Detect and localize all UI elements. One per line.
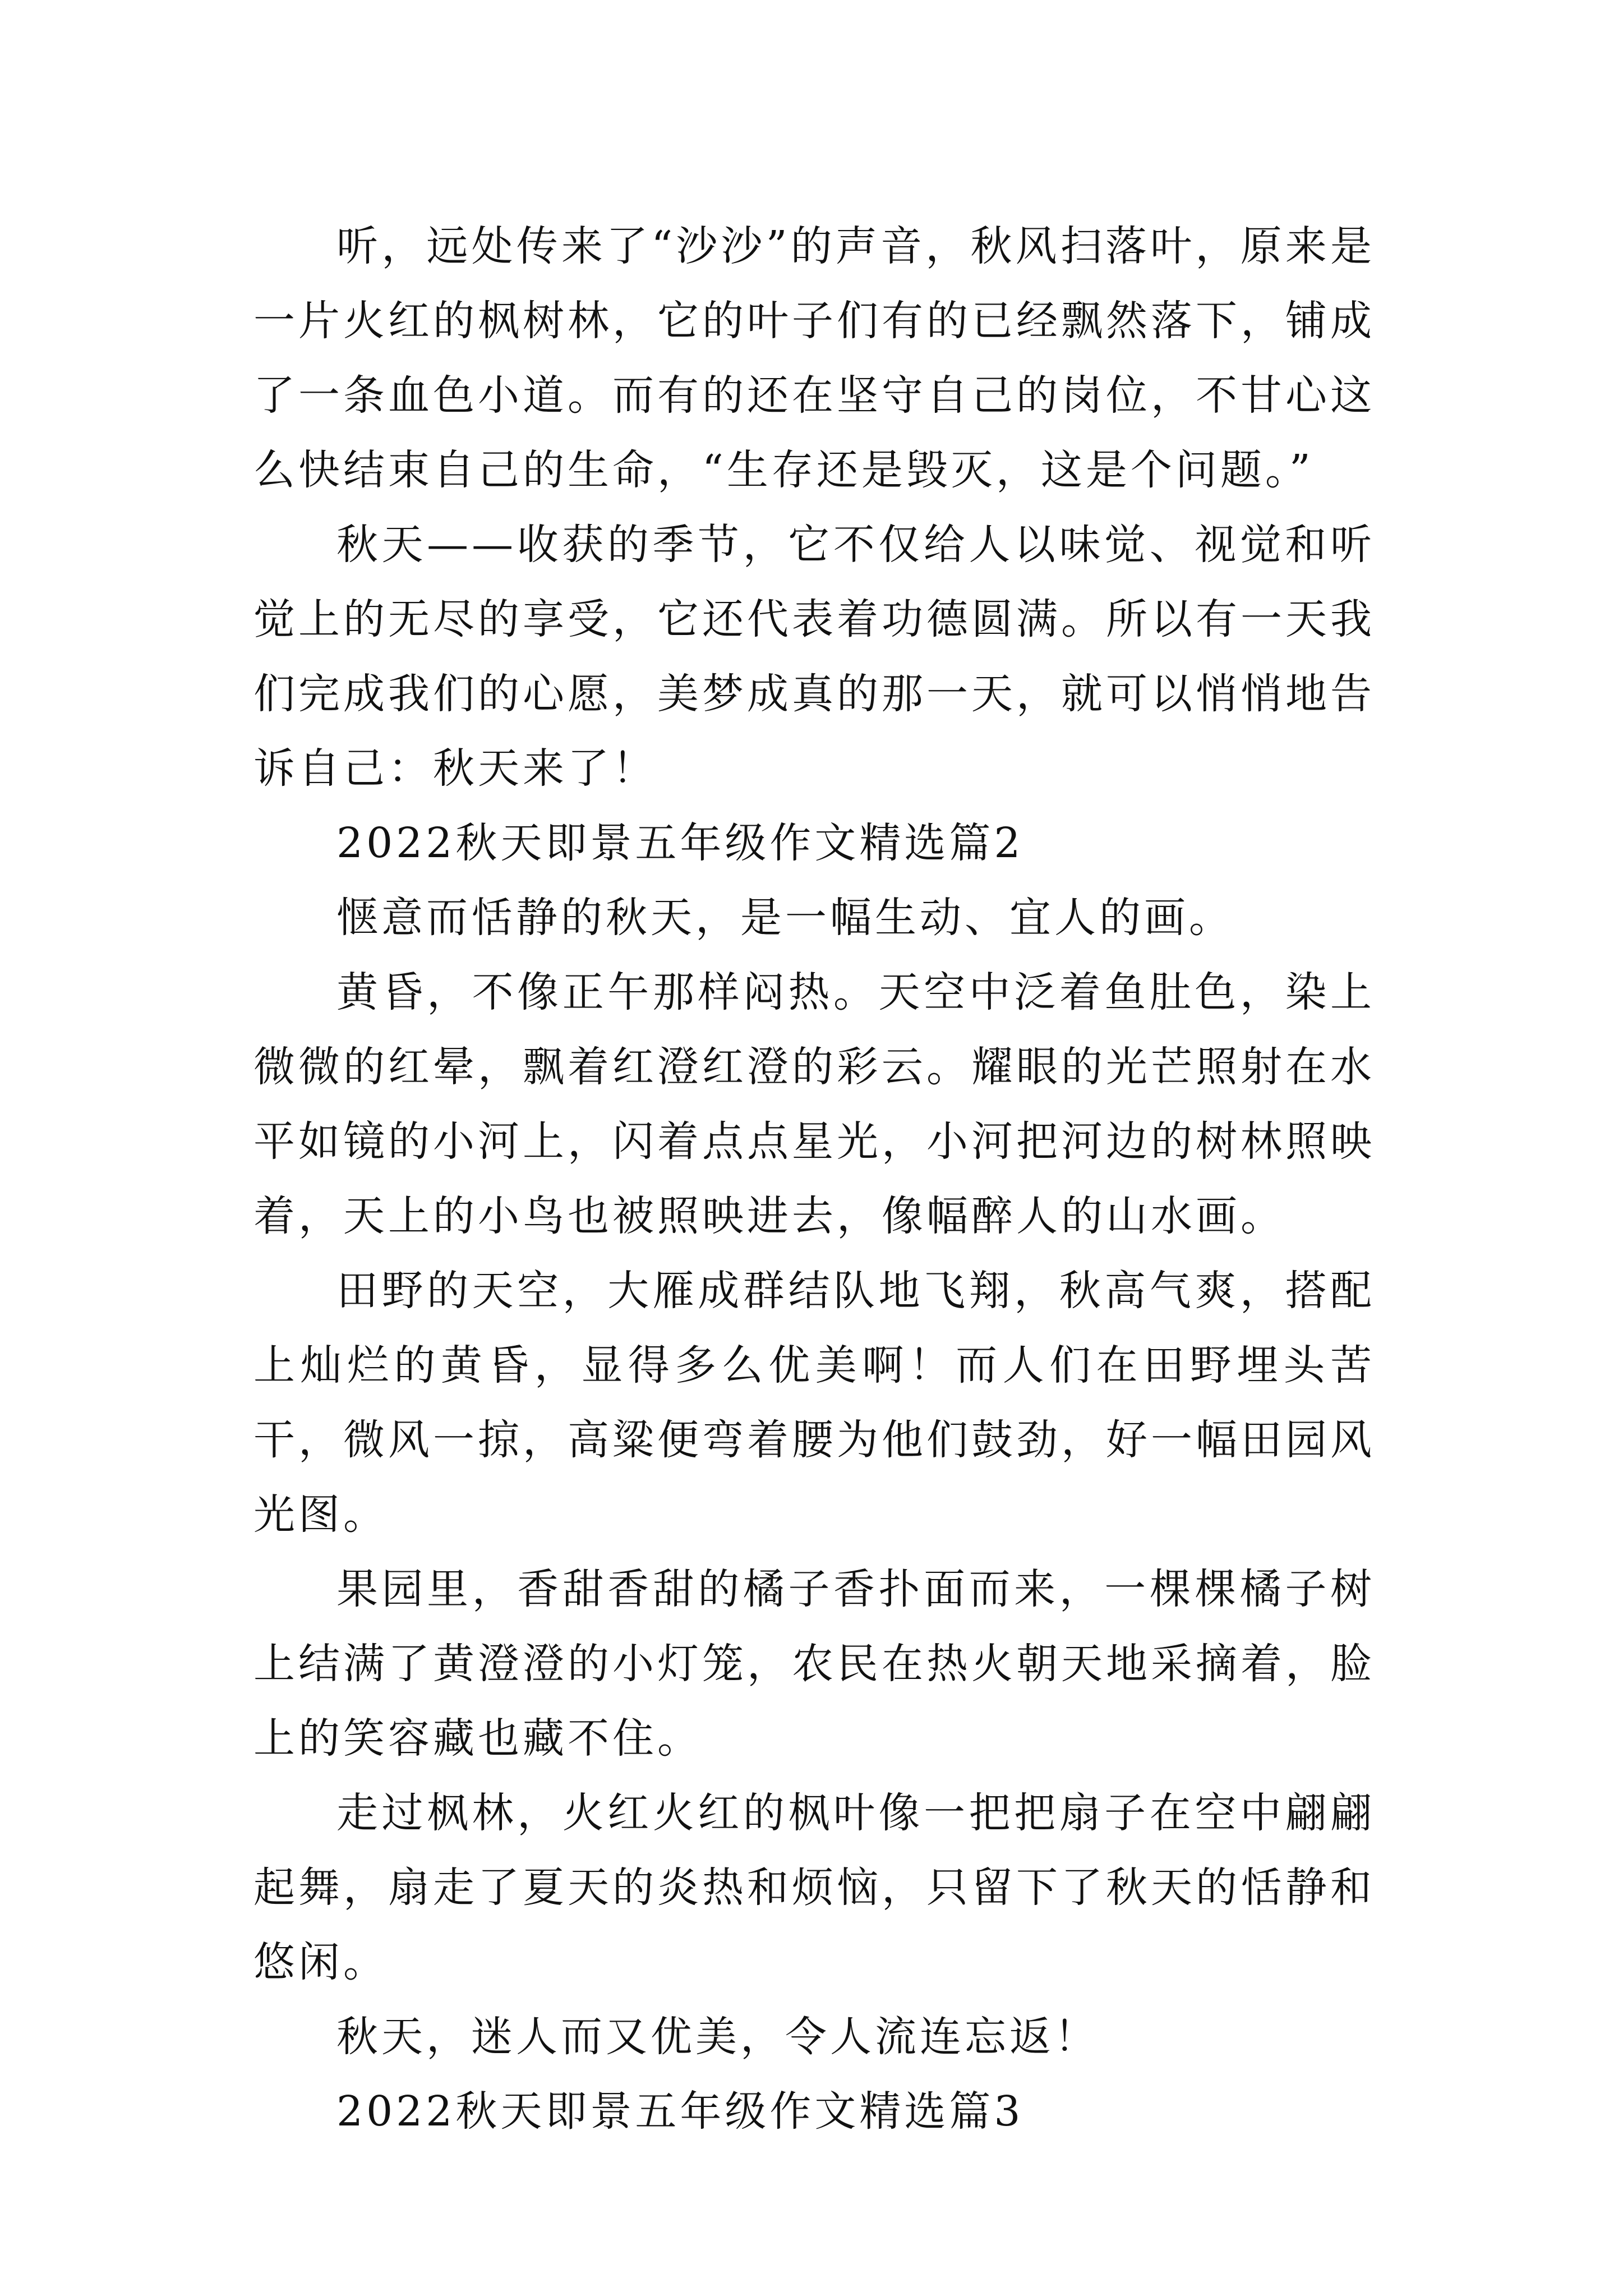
paragraph-harvest-season: 秋天——收获的季节，它不仅给人以味觉、视觉和听觉上的无尽的享受，它还代表着功德圆满。所以有一天我们完成我们的心愿，美梦成真的那一天，就可以悄悄地告诉自己：秋天来了！ — [253, 521, 1375, 793]
paragraph-maple-forest: 走过枫林，火红火红的枫叶像一把把扇子在空中翩翩起舞，扇走了夏天的炎热和烦恼，只留下了秋天的恬静和悠闲。 — [253, 1789, 1375, 1986]
paragraph-autumn-sound: 听，远处传来了“沙沙”的声音，秋风扫落叶，原来是一片火红的枫树林，它的叶子们有的已经飘然落下，铺成了一条血色小道。而有的还在坚守自己的岗位，不甘心这么快结束自己的生命，“生存还是毁灭，这是个问题。” — [253, 222, 1375, 494]
paragraph-conclusion: 秋天，迷人而又优美，令人流连忘返！ — [336, 2013, 1099, 2061]
essay-title-3: 2022秋天即景五年级作文精选篇3 — [336, 2087, 1024, 2136]
paragraph-fields: 田野的天空，大雁成群结队地飞翔，秋高气爽，搭配上灿烂的黄昏，显得多么优美啊！而人们在田野埋头苦干，微风一掠，高粱便弯着腰为他们鼓劲，好一幅田园风光图。 — [253, 1267, 1375, 1539]
essay-title-2: 2022秋天即景五年级作文精选篇2 — [336, 819, 1024, 867]
paragraph-orchard: 果园里，香甜香甜的橘子香扑面而来，一棵棵橘子树上结满了黄澄澄的小灯笼，农民在热火朝天地采摘着，脸上的笑容藏也藏不住。 — [253, 1565, 1375, 1763]
essay-body — [253, 209, 1375, 2149]
paragraph-intro: 惬意而恬静的秋天，是一幅生动、宜人的画。 — [336, 894, 1234, 942]
paragraph-dusk: 黄昏，不像正午那样闷热。天空中泛着鱼肚色，染上微微的红晕，飘着红澄红澄的彩云。耀眼的光芒照射在水平如镜的小河上，闪着点点星光，小河把河边的树林照映着，天上的小鸟也被照映进去，像幅醉人的山水画。 — [253, 968, 1375, 1240]
